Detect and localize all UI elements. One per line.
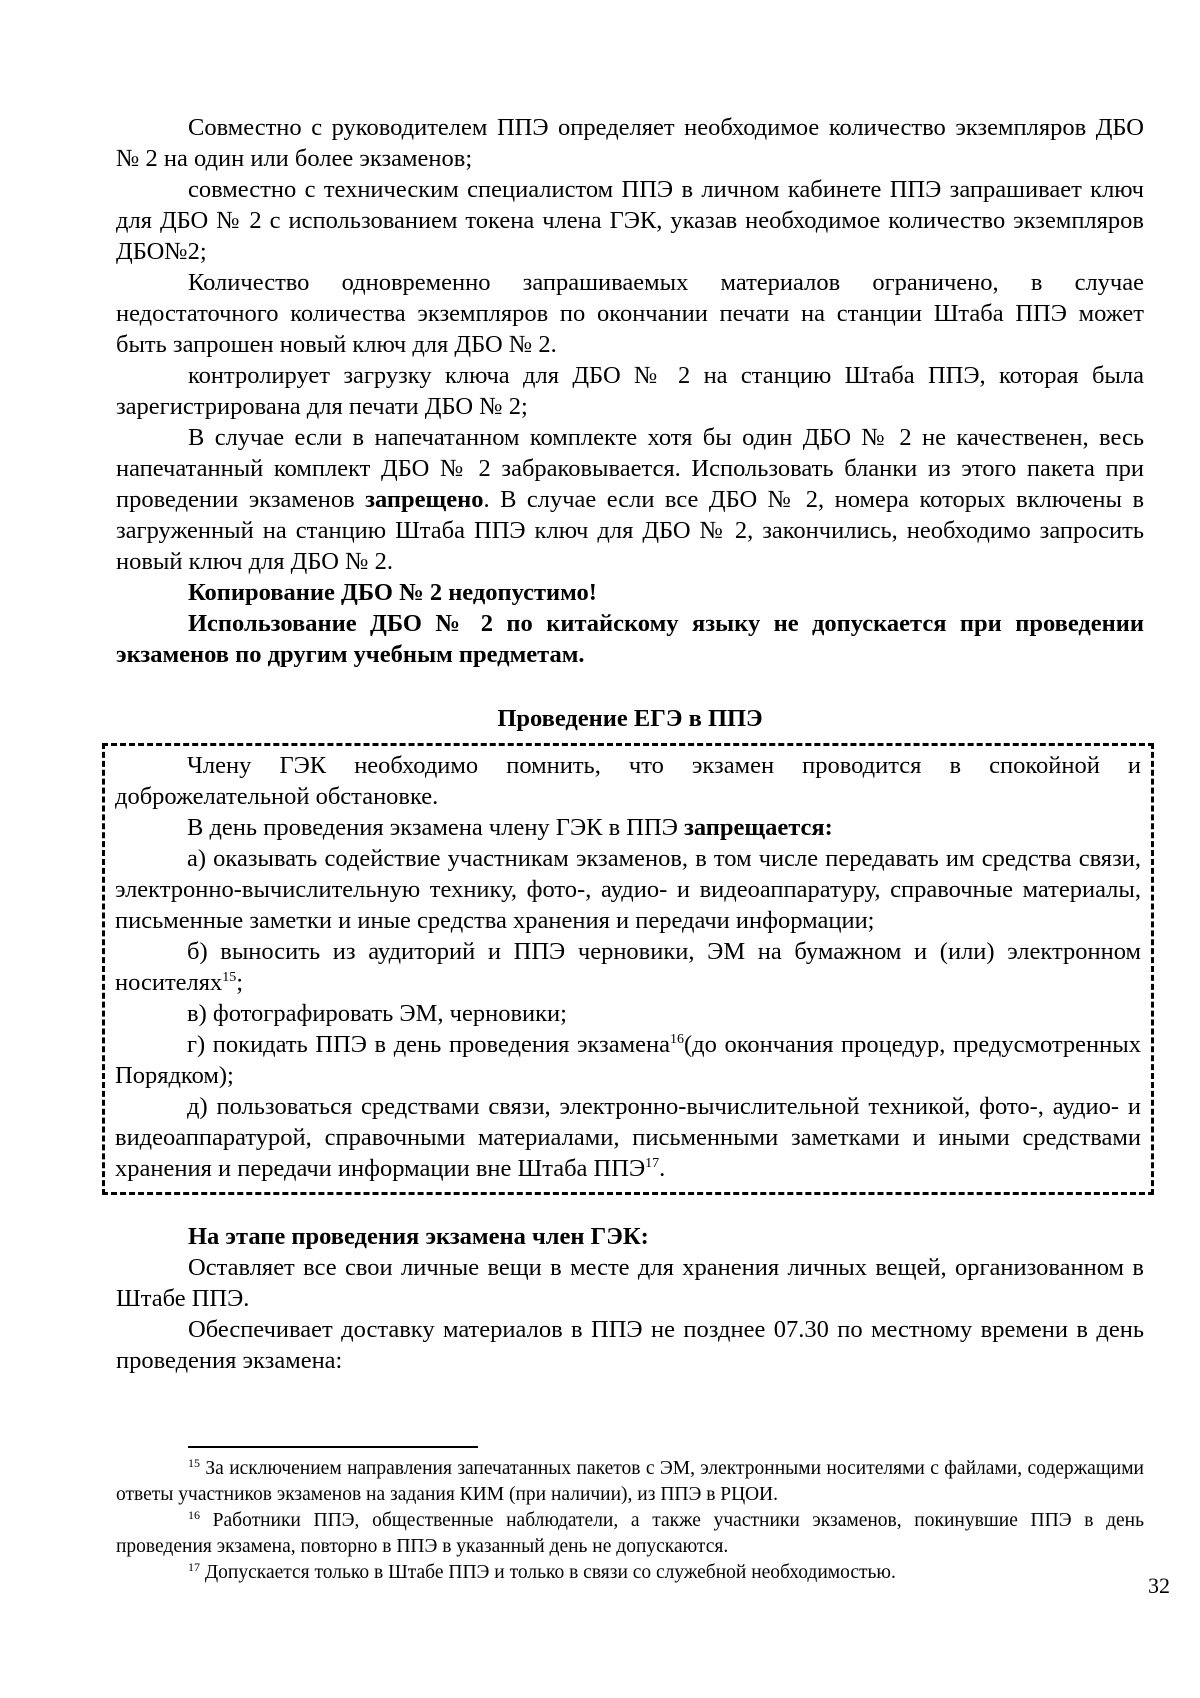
footnote-16 — [116, 1508, 1144, 1560]
item-b-text: б) выносить из аудиторий и ППЭ черновики, ЭМ на бумажном и (или) электронном носителях — [115, 938, 1141, 996]
footnote-text: Допускается только в Штабе ППЭ и только в связи со служебной необходимостью. — [200, 1562, 896, 1583]
prohibitions-box — [102, 743, 1154, 1195]
footnotes — [116, 1456, 1144, 1586]
footnote-text: За исключением направления запечатанных пакетов с ЭМ, электронными носителями с файлами, содержащими ответы участников экзаменов на задания КИМ (при наличии), из ППЭ в РЦОИ. — [116, 1458, 1144, 1505]
box-item-a: а) оказывать содействие участникам экзаменов, в том числе передавать им средства связи, электронно-вычислительную технику, фото-, аудио- и видеоаппаратуру, справочные материалы, письменные заметки и иные средства хранения и передачи информации; — [115, 845, 1141, 934]
box-item-c: в) фотографировать ЭМ, черновики; — [187, 1000, 567, 1027]
stage-heading: На этапе проведения экзамена член ГЭК: — [188, 1223, 649, 1250]
footnote-number: 16 — [188, 1508, 200, 1522]
item-d-end: (до окончания процедур, предусмотренных Порядком); — [115, 1031, 1141, 1089]
quality-text-after: . В случае если все ДБО № 2, номера которых включены в загруженный на станцию Штаба ППЭ ключ для ДБО № 2, закончились, необходимо запросить новый ключ для ДБО № 2. — [116, 486, 1145, 575]
warning-copy: Копирование ДБО № 2 недопустимо! — [188, 579, 597, 606]
box-item-d — [115, 1029, 1141, 1091]
paragraph: контролирует загрузку ключа для ДБО № 2 на станцию Штаба ППЭ, которая была зарегистрирована для печати ДБО № 2; — [116, 362, 1144, 420]
prohibited-prefix: В день проведения экзамена члену ГЭК в ППЭ — [187, 814, 684, 841]
footnote-text: Работники ППЭ, общественные наблюдатели, а также участники экзаменов, покинувшие ППЭ в день проведения экзамена, повторно в ППЭ в указанный день не допускаются. — [116, 1510, 1144, 1557]
quality-paragraph — [116, 422, 1144, 577]
item-e-text: д) пользоваться средствами связи, электронно-вычислительной техникой, фото-, аудио- и видеоаппаратурой, справочными материалами, письменными заметками и иными средствами хранения и передачи информации вне Штаба ППЭ — [115, 1093, 1141, 1182]
box-item-b — [115, 936, 1141, 998]
footnote-ref-15: 15 — [222, 970, 237, 985]
footnote-separator — [188, 1446, 478, 1448]
paragraph: Совместно с руководителем ППЭ определяет необходимое количество экземпляров ДБО № 2 на один или более экзаменов; — [116, 114, 1144, 172]
footnote-17 — [116, 1560, 1144, 1586]
footnote-15 — [116, 1456, 1144, 1508]
stage-paragraph: Обеспечивает доставку материалов в ППЭ не позднее 07.30 по местному времени в день проведения экзамена: — [116, 1316, 1144, 1374]
box-item-e — [115, 1091, 1141, 1184]
quality-text-before: В случае если в напечатанном комплекте хотя бы один ДБО № 2 не качественен, весь напечатанный комплект ДБО № 2 забраковывается. Использовать бланки из этого пакета при проведении экзаменов — [116, 424, 1144, 513]
paragraph: совместно с техническим специалистом ППЭ в личном кабинете ППЭ запрашивает ключ для ДБО № 2 с использованием токена члена ГЭК, указав необходимое количество экземпляров ДБО№2; — [116, 176, 1144, 265]
item-e-end: . — [659, 1155, 666, 1182]
main-text — [116, 112, 1144, 1376]
item-d-text: г) покидать ППЭ в день проведения экзамена — [187, 1031, 670, 1058]
footnote-ref-17: 17 — [645, 1156, 660, 1171]
footnote-number: 15 — [188, 1456, 200, 1470]
stage-paragraph: Оставляет все свои личные вещи в месте для хранения личных вещей, организованном в Штабе ППЭ. — [116, 1254, 1144, 1312]
page-number: 32 — [1148, 1573, 1170, 1598]
box-prohibited-line — [115, 812, 1141, 843]
warning-chinese: Использование ДБО № 2 по китайскому языку не допускается при проведении экзаменов по другим учебным предметам. — [116, 610, 1144, 668]
prohibited-bold: запрещается: — [684, 814, 833, 841]
paragraph: Количество одновременно запрашиваемых материалов ограничено, в случае недостаточного количества экземпляров по окончании печати на станции Штаба ППЭ может быть запрошен новый ключ для ДБО № 2. — [116, 269, 1144, 358]
box-intro: Члену ГЭК необходимо помнить, что экзамен проводится в спокойной и доброжелательной обстановке. — [115, 752, 1141, 810]
section-heading: Проведение ЕГЭ в ППЭ — [497, 705, 763, 732]
item-b-end: ; — [236, 969, 244, 996]
footnote-ref-16: 16 — [669, 1032, 684, 1047]
footnote-number: 17 — [188, 1560, 200, 1574]
quality-text-bold: запрещено — [365, 486, 484, 513]
